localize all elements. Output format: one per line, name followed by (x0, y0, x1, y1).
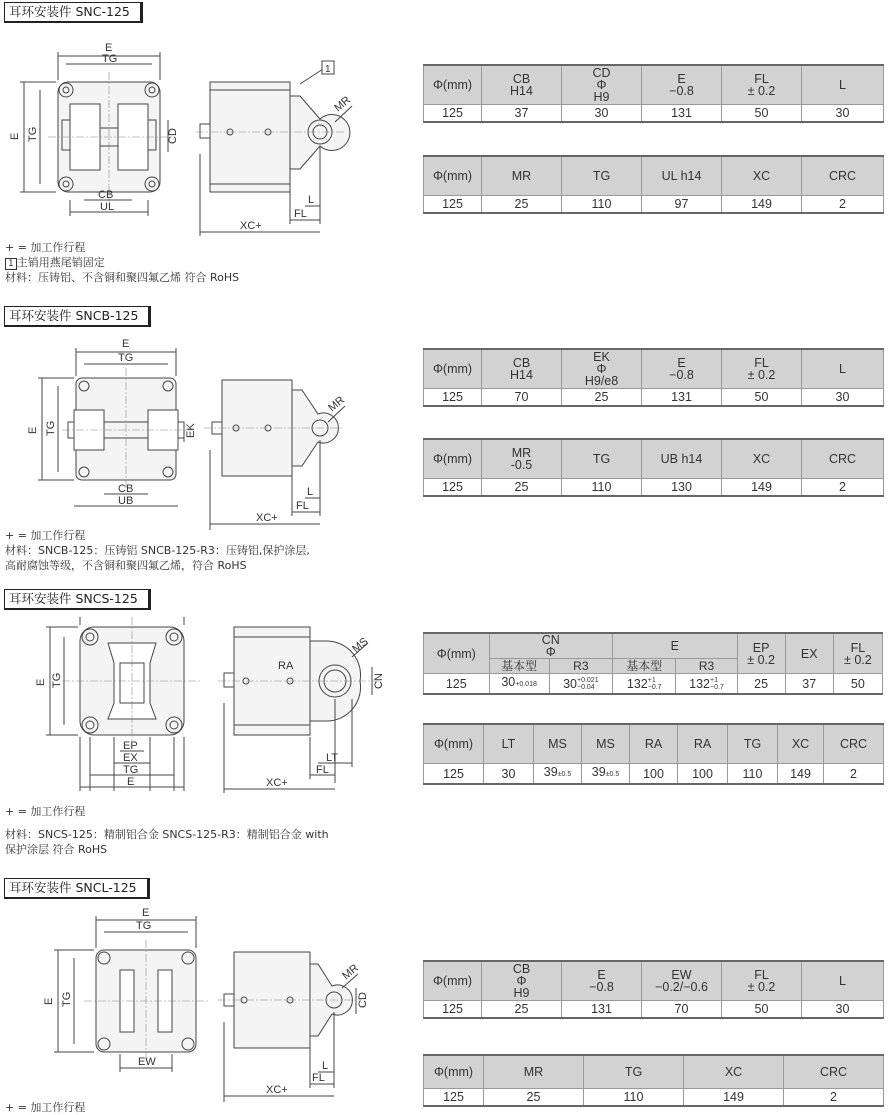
table-row: 125 30+0.018 30 +0.021 −0.04 132 +1 −0.7 132 +1 −0.7 25 37 50 (424, 674, 883, 695)
technical-drawing (0, 330, 380, 530)
dim-e-vertical: E (35, 678, 47, 686)
note-stroke: + = 加工作行程 (5, 1101, 86, 1114)
note-material-2: 高耐腐蚀等级，不含铜和聚四氟乙烯，符合 RoHS (5, 559, 247, 572)
section-snc (0, 2, 888, 292)
dim-cd: CD (167, 128, 179, 144)
table-row: 125 25 110 149 2 (424, 1089, 884, 1107)
spec-table-1 (423, 64, 884, 123)
section-sncl (0, 878, 888, 1115)
dim-e: E (142, 907, 150, 919)
spec-table-2: Φ(mm) MR TG XC CRC 125 25 110 149 2 (423, 1054, 884, 1107)
dim-l: L (308, 194, 315, 206)
dim-cd: CD (357, 992, 369, 1008)
dim-fl: FL (312, 1072, 325, 1084)
header-ep: EP ± 0.2 (737, 633, 785, 674)
section-title: 耳环安装件 SNCB-125 (4, 306, 151, 327)
section-title: 耳环安装件 SNCS-125 (4, 589, 151, 610)
header-fl: FL ± 0.2 (833, 633, 882, 674)
section-sncb (0, 306, 888, 586)
dim-l: L (307, 486, 314, 498)
dim-ul: UL (100, 201, 115, 213)
dim-lt: LT (326, 752, 339, 764)
dim-ep: EP (123, 740, 138, 752)
dim-tg: TG (118, 352, 134, 364)
dim-fl: FL (296, 500, 309, 512)
dim-e: E (105, 42, 113, 54)
note-pin-text: 主销用燕尾销固定 (16, 256, 105, 269)
technical-drawing (0, 613, 390, 803)
note-stroke: + = 加工作行程 (5, 241, 86, 254)
technical-drawing (0, 24, 380, 239)
section-title: 耳环安装件 SNCL-125 (4, 878, 150, 899)
dim-tg-vertical: TG (45, 420, 57, 436)
dim-ex: EX (123, 752, 138, 764)
note-stroke: + = 加工作行程 (5, 805, 86, 818)
dim-e-vertical: E (43, 997, 55, 1005)
table-row: 125 25 110 130 149 2 (424, 479, 884, 497)
note-material: 材料：SNCS-125：精制铝合金 SNCS-125-R3：精制铝合金 with (5, 828, 329, 841)
dim-mr: MR (340, 962, 362, 983)
dim-tg: TG (136, 920, 152, 932)
note-material: 材料：压铸铝、不含铜和聚四氟乙烯 符合 RoHS (5, 271, 240, 284)
technical-drawing (0, 902, 380, 1102)
dim-e: E (122, 338, 130, 350)
note-material: 材料：SNCB-125：压铸铝 SNCB-125-R3：压铸铝,保护涂层, (5, 544, 310, 557)
header-e: E −0.8 (642, 65, 722, 105)
dim-tg-vertical: TG (51, 672, 63, 688)
table-row: 125 30 39±0.5 39±0.5 100 100 110 149 2 (424, 764, 884, 785)
dim-fl: FL (294, 208, 307, 220)
dim-fl: FL (316, 764, 329, 776)
dim-tg: TG (123, 764, 139, 776)
spec-table-1: Φ(mm) CB Φ H9 E −0.8 EW −0.2/−0.6 FL ± 0.2 L 125 25 131 70 50 30 (423, 960, 884, 1019)
dim-e: E (127, 776, 135, 788)
section-title: 耳环安装件 SNC-125 (4, 2, 143, 23)
dim-xc: XC+ (266, 777, 288, 789)
dim-xc: XC+ (256, 512, 278, 524)
dim-cb: CB (118, 483, 134, 495)
callout-1: 1 (325, 64, 331, 75)
spec-table-1: Φ(mm) CN Φ E EP ± 0.2 EX FL ± 0.2 基本型 R3 基本型 R3 125 30+0.018 30 +0.021 −0.04 132 +1 −0.7 132 +1 −0.7 25 37 50 (423, 632, 883, 695)
spec-table-1: Φ(mm) CB H14 EK Φ H9/e8 E −0.8 FL ± 0.2 L 125 70 25 131 50 30 (423, 348, 884, 407)
dim-tg: TG (102, 53, 118, 65)
note-stroke: + = 加工作行程 (5, 529, 86, 542)
table-row: 125 70 25 131 50 30 (424, 389, 884, 407)
header-e: E (613, 633, 738, 659)
dim-ek: EK (185, 423, 197, 438)
dim-ms: MS (350, 635, 371, 656)
dim-ew: EW (138, 1056, 156, 1068)
header-cd: CD Φ H9 (562, 65, 642, 105)
dim-tg-vertical: TG (27, 126, 39, 142)
table-row: 125 25 110 97 149 2 (424, 196, 884, 214)
note-box: 1 (5, 258, 17, 270)
dim-cb: CB (98, 189, 114, 201)
header-cn: CN Φ (489, 633, 612, 659)
header-l: L (802, 65, 884, 105)
dim-cn: CN (373, 673, 385, 689)
spec-table-2: Φ(mm) MR -0.5 TG UB h14 XC CRC 125 25 110 130 149 2 (423, 438, 884, 497)
dim-ub: UB (118, 495, 134, 507)
dim-ra: RA (278, 660, 294, 672)
note-material-2: 保护涂层 符合 RoHS (5, 843, 108, 856)
dim-mr: MR (332, 94, 354, 115)
spec-table-2: Φ(mm) LT MS MS RA RA TG XC CRC 125 30 39±0.5 39±0.5 100 100 110 149 2 (423, 723, 884, 785)
section-sncs (0, 589, 888, 869)
dim-mr: MR (326, 394, 348, 415)
table-row: 125 37 30 131 50 30 (424, 105, 884, 123)
header-cb: CB H14 (482, 65, 562, 105)
header-fl: FL ± 0.2 (722, 65, 802, 105)
dim-e-vertical: E (9, 132, 21, 140)
spec-table-2: Φ(mm) MR TG UL h14 XC CRC 125 25 110 97 149 2 (423, 155, 884, 214)
table-row: 125 25 131 70 50 30 (424, 1001, 884, 1019)
dim-e-vertical: E (27, 426, 39, 434)
dim-xc: XC+ (240, 220, 262, 232)
dim-xc: XC+ (266, 1084, 288, 1096)
dim-tg-vertical: TG (61, 991, 73, 1007)
header-phi: Φ(mm) (424, 65, 482, 105)
dim-l: L (322, 1060, 329, 1072)
